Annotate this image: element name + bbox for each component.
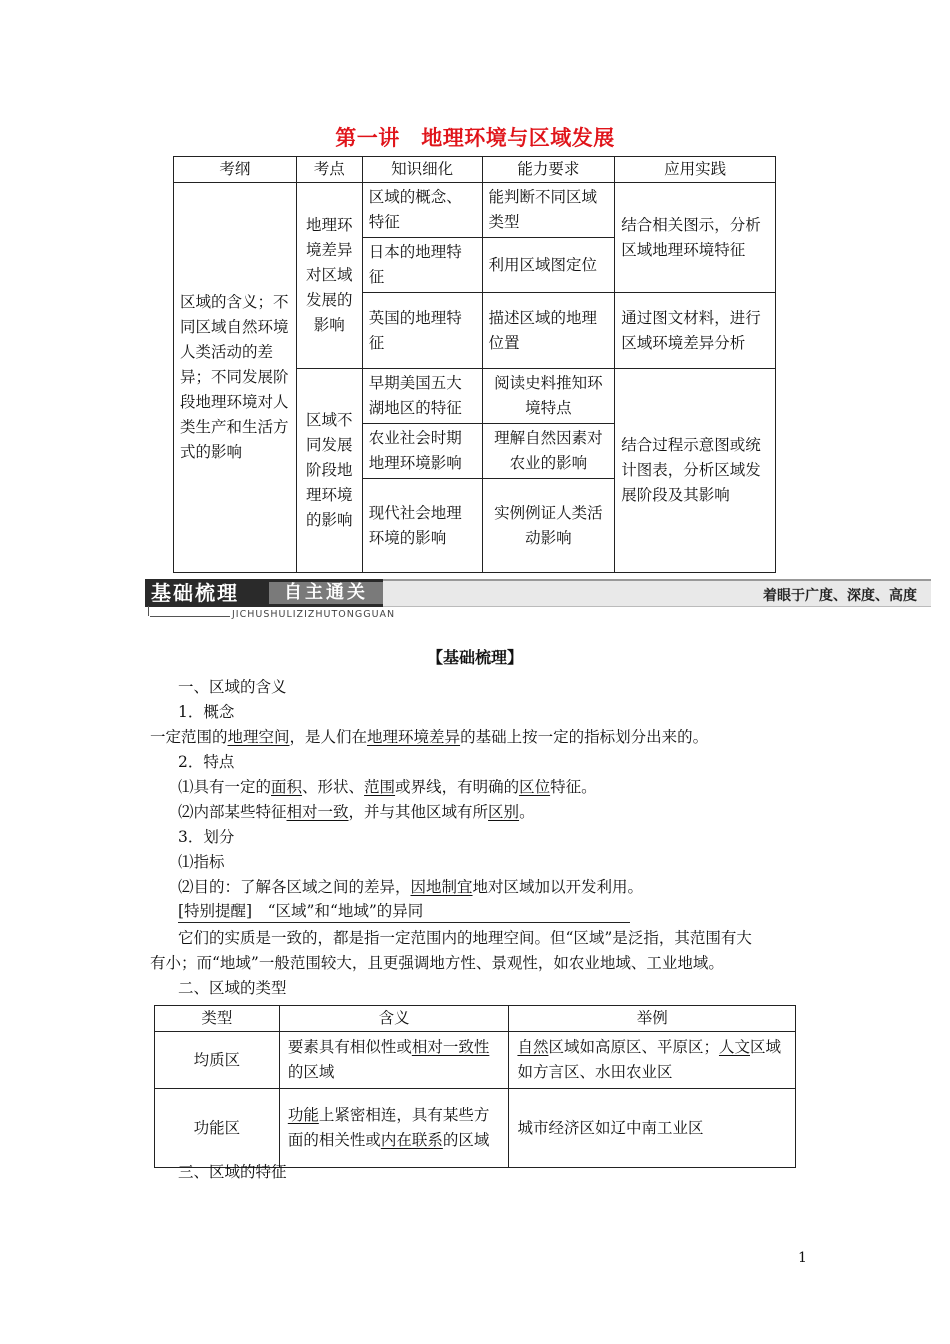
header-yingyong: 应用实践	[615, 157, 776, 183]
application-cell-1: 结合相关图示，分析区域地理环境特征	[615, 183, 776, 293]
heading-1: 一、区域的含义	[178, 678, 287, 696]
table-row	[155, 1032, 796, 1089]
example-cell: 自然区域如高原区、平原区；人文区域如方言区、水田农业区	[509, 1032, 796, 1089]
banner-dark-block	[145, 579, 383, 607]
header-zhishi: 知识细化	[362, 157, 482, 183]
paragraph-purpose: ⑵目的：了解各区域之间的差异，因地制宜地对区域加以开发利用。	[178, 878, 644, 896]
knowledge-cell: 英国的地理特征	[362, 293, 482, 369]
type-cell: 功能区	[155, 1089, 280, 1168]
knowledge-cell: 现代社会地理环境的影响	[362, 479, 482, 573]
banner-light-block	[383, 579, 931, 607]
knowledge-cell: 早期美国五大湖地区的特征	[362, 369, 482, 424]
ability-cell: 描述区域的地理位置	[482, 293, 615, 369]
paragraph-concept: 一定范围的地理空间，是人们在地理环境差异的基础上按一定的指标划分出来的。	[150, 728, 709, 746]
header-kaodian: 考点	[296, 157, 362, 183]
banner-pinyin: JICHUSHULIZIZHUTONGGUAN	[232, 609, 396, 620]
subheading-concept: 1．概念	[178, 703, 235, 721]
heading-2: 二、区域的类型	[178, 979, 287, 997]
paragraph-tip-1: 它们的实质是一致的，都是指一定范围内的地理空间。但“区域”是泛指，其范围有大	[178, 929, 752, 947]
header-example: 举例	[509, 1006, 796, 1032]
section-heading: 【基础梳理】	[426, 648, 523, 667]
subheading-division: 3．划分	[178, 828, 235, 846]
kaodian-cell-1: 地理环境差异对区域发展的影响	[296, 183, 362, 369]
meaning-cell: 功能上紧密相连，具有某些方面的相关性或内在联系的区域	[279, 1089, 509, 1168]
ability-cell: 理解自然因素对农业的影响	[482, 424, 615, 479]
ability-cell: 实例例证人类活动影响	[482, 479, 615, 573]
banner-left-text: 基础梳理	[151, 581, 239, 605]
special-tip: [特别提醒] “区域”和“地域”的异同	[178, 900, 630, 923]
banner-right-text: 着眼于广度、深度、高度	[763, 588, 917, 604]
knowledge-cell: 日本的地理特征	[362, 238, 482, 293]
banner-divider	[148, 606, 149, 616]
header-nengli: 能力要求	[482, 157, 615, 183]
page-number: 1	[798, 1250, 807, 1266]
region-type-table	[154, 1005, 796, 1168]
banner-left-text-2: 自主通关	[269, 582, 383, 604]
table-header-row	[174, 157, 776, 183]
paragraph-indicator: ⑴指标	[178, 853, 225, 871]
knowledge-cell: 农业社会时期地理环境影响	[362, 424, 482, 479]
syllabus-table	[173, 156, 776, 573]
paragraph-feature-1: ⑴具有一定的面积、形状、范围或界线，有明确的区位特征。	[178, 778, 597, 796]
kaodian-cell-2: 区域不同发展阶段地理环境的影响	[296, 369, 362, 573]
kaogang-cell: 区域的含义；不同区域自然环境人类活动的差异；不同发展阶段地理环境对人类生产和生活方式的影响	[174, 183, 297, 573]
application-cell-2: 通过图文材料，进行区域环境差异分析	[615, 293, 776, 369]
ability-cell: 阅读史料推知环境特点	[482, 369, 615, 424]
paragraph-feature-2: ⑵内部某些特征相对一致，并与其他区域有所区别。	[178, 803, 535, 821]
subheading-features: 2．特点	[178, 753, 235, 771]
banner-divider	[150, 616, 230, 617]
table-row	[155, 1089, 796, 1168]
paragraph-tip-2: 有小；而“地域”一般范围较大，且更强调地方性、景观性，如农业地域、工业地域。	[150, 954, 724, 972]
ability-cell: 能判断不同区域类型	[482, 183, 615, 238]
page-title: 第一讲 地理环境与区域发展	[335, 125, 615, 150]
header-kaogang: 考纲	[174, 157, 297, 183]
meaning-cell: 要素具有相似性或相对一致性的区域	[279, 1032, 509, 1089]
ability-cell: 利用区域图定位	[482, 238, 615, 293]
type-cell: 均质区	[155, 1032, 280, 1089]
application-cell-3: 结合过程示意图或统计图表，分析区域发展阶段及其影响	[615, 369, 776, 573]
header-meaning: 含义	[279, 1006, 509, 1032]
heading-3: 三、区域的特征	[178, 1163, 287, 1181]
table-header-row	[155, 1006, 796, 1032]
section-banner	[145, 579, 931, 607]
header-type: 类型	[155, 1006, 280, 1032]
knowledge-cell: 区域的概念、特征	[362, 183, 482, 238]
example-cell: 城市经济区如辽中南工业区	[509, 1089, 796, 1168]
